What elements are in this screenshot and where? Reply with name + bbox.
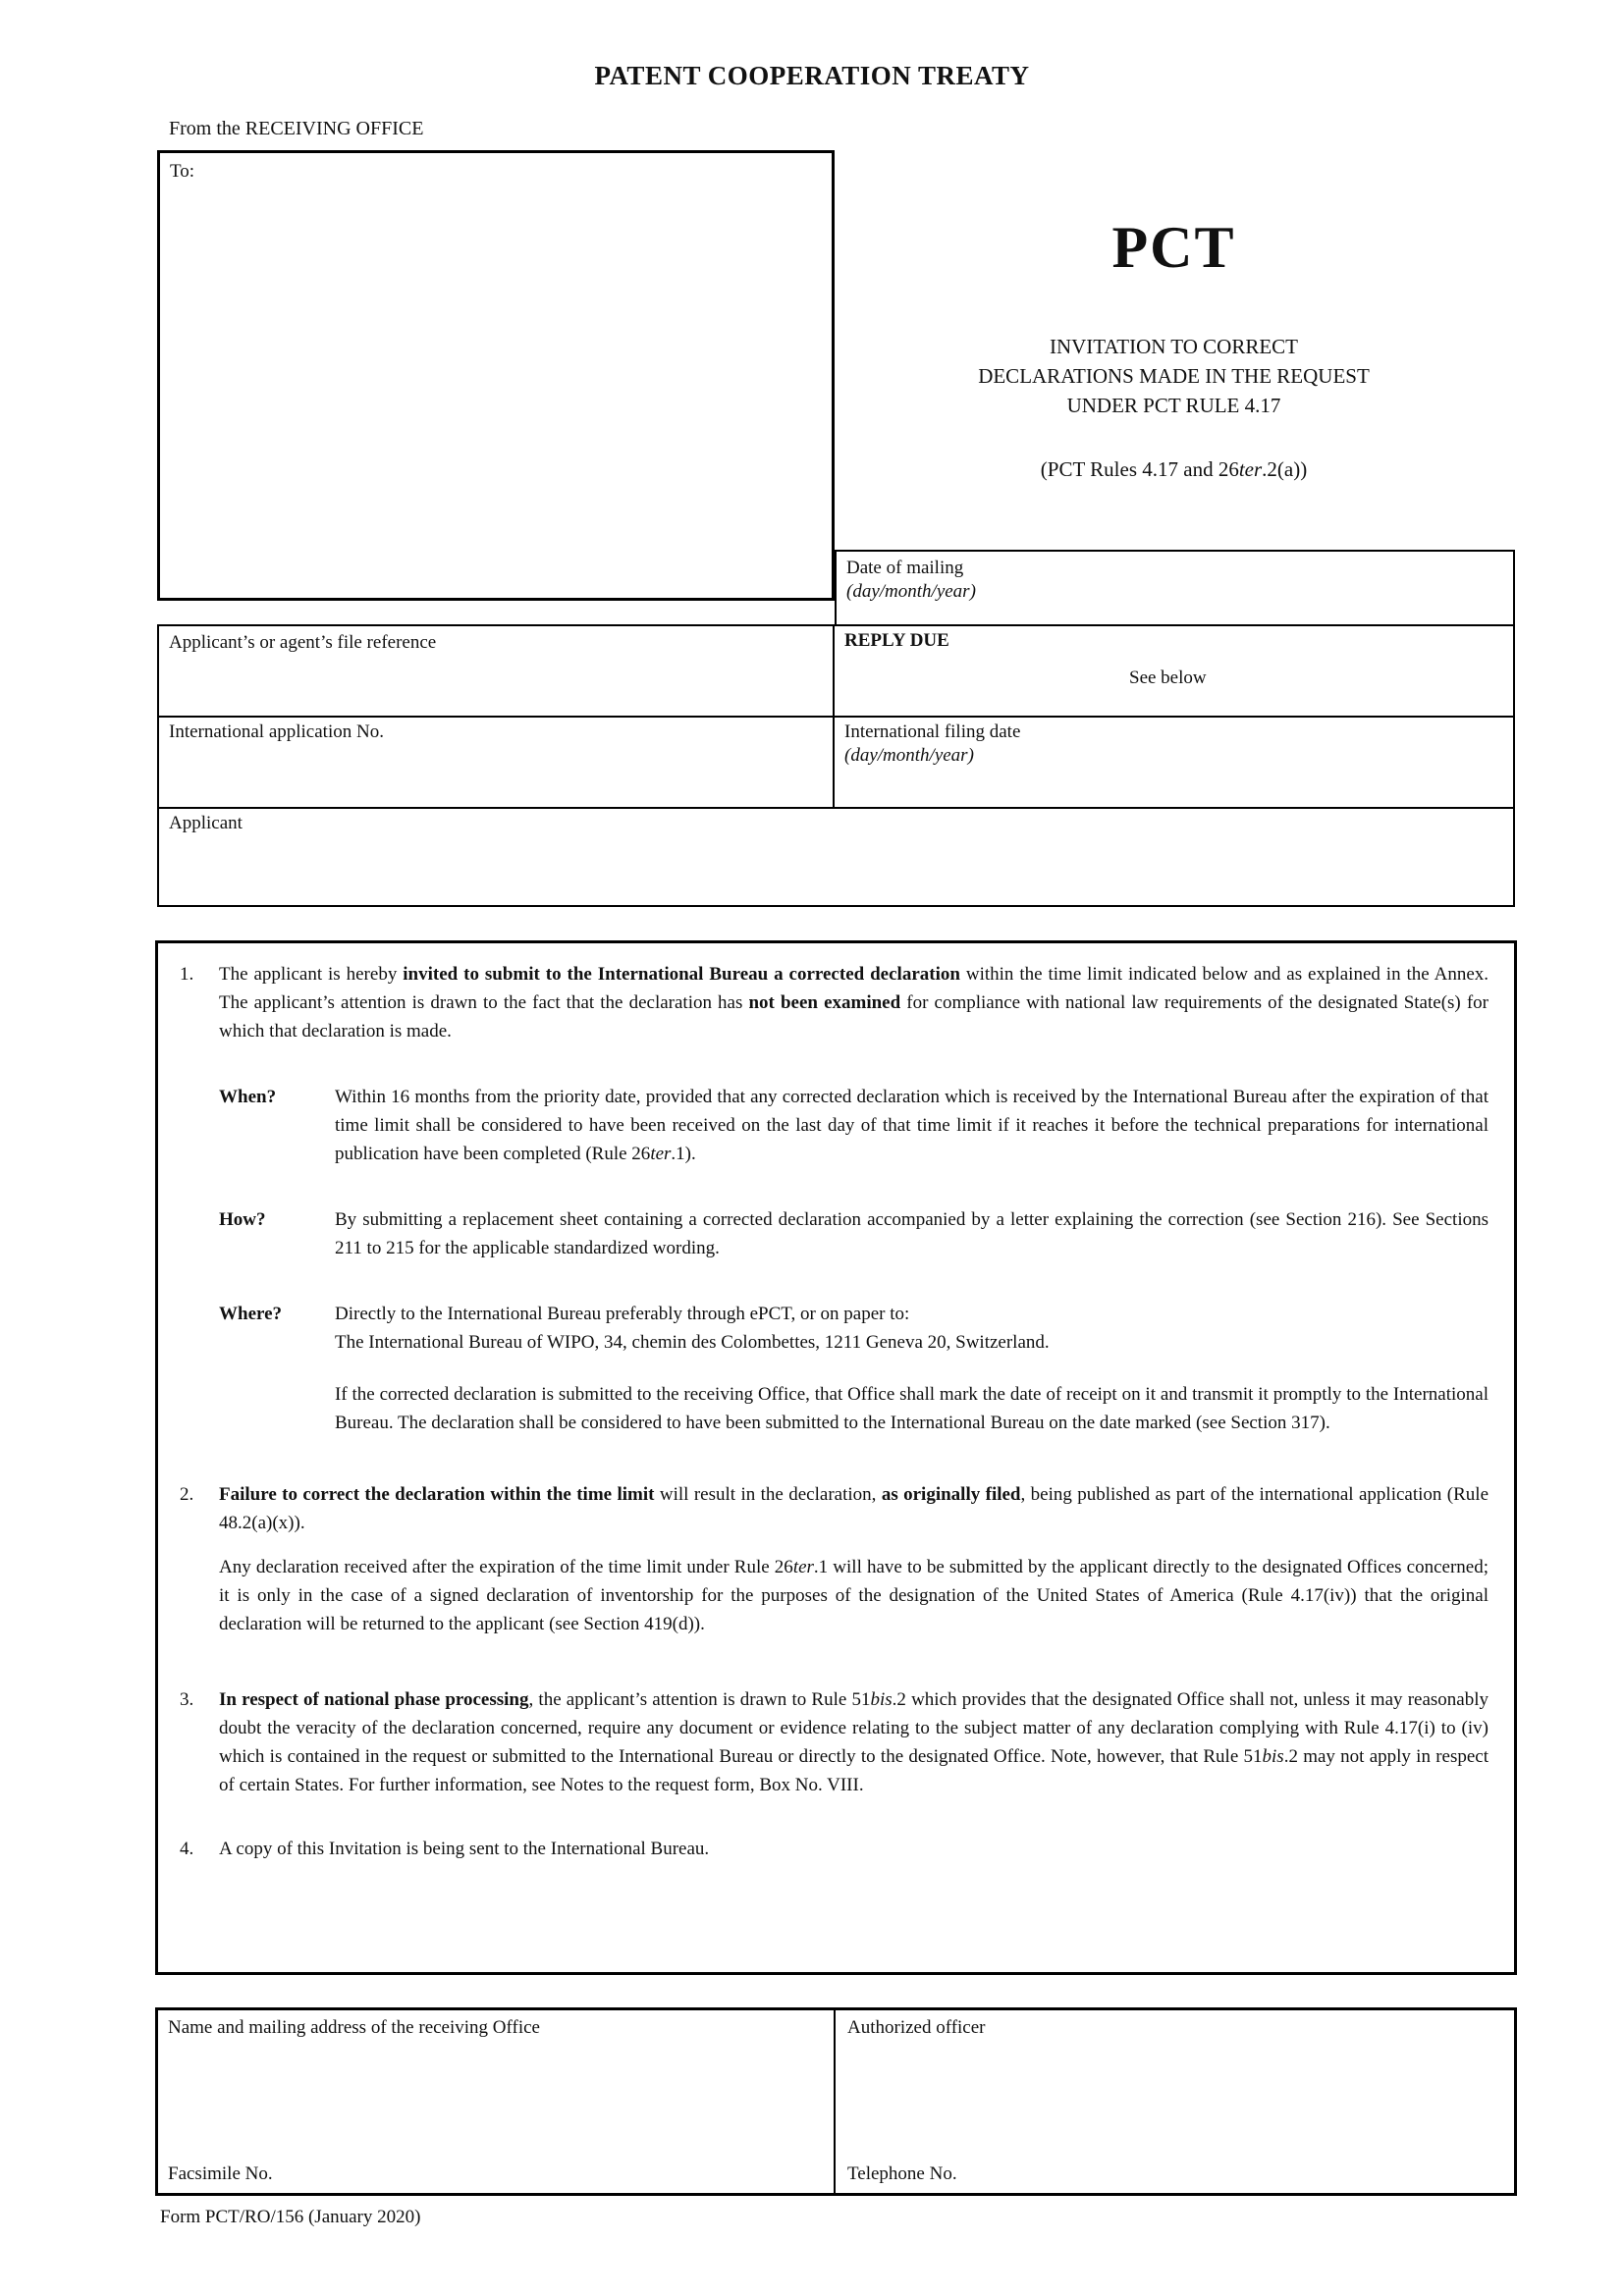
item2-paragraph1: Failure to correct the declaration within the time limit will result in the declaration, as originally filed, being published as part of the international application (Rule 48.2(a)(x)). [219, 1484, 1489, 1533]
reply-due-cell [835, 624, 1515, 718]
reply-due-value: See below [1129, 667, 1207, 688]
invitation-title [833, 332, 1515, 420]
where-text-line1: Directly to the International Bureau preferably through ePCT, or on paper to: [335, 1304, 910, 1324]
document-title: PATENT COOPERATION TREATY [594, 61, 1030, 90]
when-block [219, 1083, 1489, 1168]
authorized-officer-input[interactable] [839, 2048, 1510, 2154]
to-address-box [157, 150, 835, 601]
item-number: 2. [180, 1484, 194, 1505]
item3-paragraph: In respect of national phase processing, the applicant’s attention is drawn to Rule 51bis.2 which provides that the designated Office shall not, unless it may reasonably doubt the veracity of the declaration concerned, require any document or evidence relating to the subject matter of any declaration complying with Rule 4.17(i) to (iv) which is contained in the request or submitted to the International Bureau or directly to the designated Office. Note, however, that Rule 51bis.2 may not apply in respect of certain States. For further information, see Notes to the request form, Box No. VIII. [219, 1689, 1489, 1795]
date-of-mailing-cell [835, 550, 1515, 626]
applicant-input[interactable] [163, 840, 1509, 901]
when-text: Within 16 months from the priority date, provided that any corrected declaration which is received by the International Bureau after the expiration of that time limit shall be considered to have been received on the last day of that time limit if it reaches it before the technical preparations for international publication have been completed (Rule 26ter.1). [335, 1087, 1489, 1164]
item2-paragraph2: Any declaration received after the expiration of the time limit under Rule 26ter.1 will have to be submitted by the applicant directly to the designated Offices concerned; it is only in the case of a signed declaration of inventorship for the purposes of the designation of the United States of America (Rule 4.17(iv)) that the original declaration will be returned to the applicant (see Section 419(d)). [219, 1557, 1489, 1634]
date-of-mailing-input[interactable] [840, 607, 1509, 620]
body-item-1 [180, 960, 1489, 1437]
receiving-office-input[interactable] [162, 2048, 830, 2154]
how-block [219, 1205, 1489, 1262]
international-filing-date-format-hint: (day/month/year) [844, 745, 974, 766]
how-label: How? [219, 1209, 266, 1230]
international-filing-date-cell [835, 716, 1515, 809]
body-item-3 [180, 1685, 1489, 1799]
to-address-input[interactable] [164, 190, 828, 594]
invitation-title-line: DECLARATIONS MADE IN THE REQUEST [978, 364, 1370, 388]
invitation-title-line: INVITATION TO CORRECT [1049, 335, 1299, 358]
item1-paragraph: The applicant is hereby invited to submit to the International Bureau a corrected declaration within the time limit indicated below and as explained in the Annex. The applicant’s attention is drawn to the fact that the declaration has not been examined for compliance with national law requirements of the designated State(s) for which that declaration is made. [219, 964, 1489, 1041]
applicant-cell [157, 807, 1515, 907]
where-block [219, 1300, 1489, 1437]
pct-rules-reference: (PCT Rules 4.17 and 26ter.2(a)) [1040, 457, 1308, 481]
facsimile-label: Facsimile No. [168, 2163, 273, 2184]
invitation-title-line: UNDER PCT RULE 4.17 [1066, 394, 1281, 417]
to-label: To: [170, 161, 195, 182]
date-of-mailing-format-hint: (day/month/year) [846, 581, 976, 602]
how-text: By submitting a replacement sheet containing a corrected declaration accompanied by a letter explaining the correction (see Section 216). See Sections 211 to 215 for the applicable standardized wording. [335, 1209, 1489, 1258]
form-identifier: Form PCT/RO/156 (January 2020) [160, 2207, 421, 2227]
signature-box [155, 2007, 1517, 2196]
from-receiving-office-label: From the RECEIVING OFFICE [169, 118, 424, 139]
telephone-label: Telephone No. [847, 2163, 957, 2184]
file-reference-input[interactable] [163, 660, 829, 712]
date-of-mailing-label: Date of mailing [846, 558, 964, 578]
where-label: Where? [219, 1304, 283, 1324]
item4-paragraph: A copy of this Invitation is being sent to the International Bureau. [219, 1839, 710, 1859]
file-reference-cell [157, 624, 835, 718]
international-filing-date-label: International filing date [844, 721, 1021, 742]
where-text-paragraph2: If the corrected declaration is submitted to the receiving Office, that Office shall mark the date of receipt on it and transmit it promptly to the International Bureau. The declaration shall be considered to have been submitted to the International Bureau on the date marked (see Section 317). [335, 1384, 1489, 1433]
item-number: 4. [180, 1839, 194, 1859]
authorized-officer-label: Authorized officer [847, 2017, 986, 2038]
receiving-office-label: Name and mailing address of the receiving Office [168, 2017, 540, 2038]
body-item-4 [180, 1835, 1489, 1863]
reply-due-label: REPLY DUE [844, 630, 949, 651]
receiving-office-cell [158, 2010, 836, 2193]
where-text-line2: The International Bureau of WIPO, 34, chemin des Colombettes, 1211 Geneva 20, Switzerland. [335, 1332, 1050, 1353]
international-application-no-input[interactable] [163, 749, 829, 803]
header-right-column [833, 0, 1515, 550]
item-number: 1. [180, 964, 194, 985]
applicant-label: Applicant [169, 813, 243, 833]
when-label: When? [219, 1087, 277, 1107]
international-application-no-label: International application No. [169, 721, 384, 742]
file-reference-label: Applicant’s or agent’s file reference [169, 632, 437, 653]
body-item-2 [180, 1480, 1489, 1638]
international-application-no-cell [157, 716, 835, 809]
item-number: 3. [180, 1689, 194, 1710]
international-filing-date-input[interactable] [839, 773, 1509, 803]
invitation-body-box [155, 940, 1517, 1975]
pct-logo: PCT [1111, 215, 1236, 280]
where-text [335, 1300, 1489, 1437]
authorized-officer-cell [836, 2010, 1514, 2193]
